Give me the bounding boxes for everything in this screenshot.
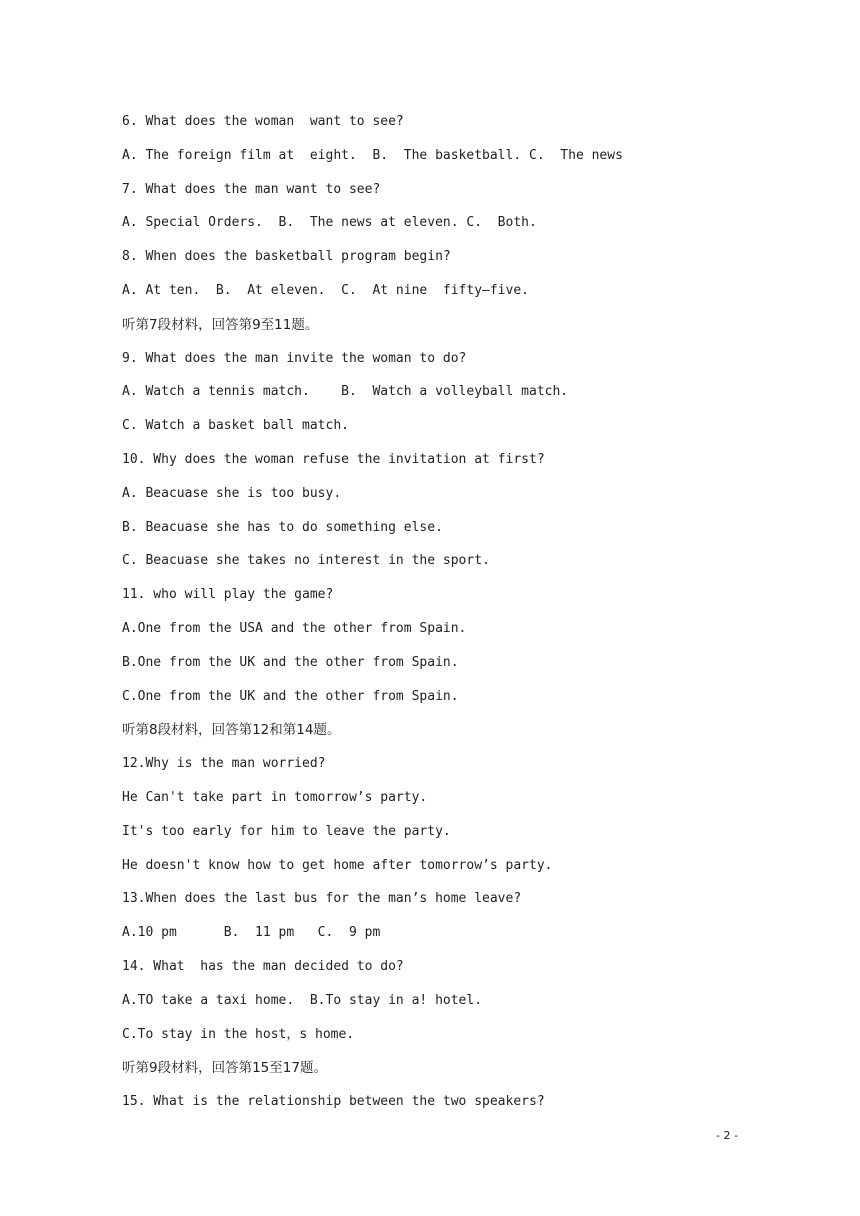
answer-option: B.One from the UK and the other from Spain. [122,655,459,670]
question-text: 11. who will play the game? [122,587,334,602]
question-text: 6. What does the woman want to see? [122,114,404,129]
question-text: 7. What does the man want to see? [122,182,381,197]
section-instruction: 听第9段材料，回答第15至17题。 [122,1060,327,1076]
answer-option: He doesn't know how to get home after tomorrow’s party. [122,858,553,873]
answer-option: A. The foreign film at eight. B. The basketball. C. The news [122,148,623,163]
answer-option: A.10 pm B. 11 pm C. 9 pm [122,925,381,940]
answer-option: A. Special Orders. B. The news at eleven. C. Both. [122,215,537,230]
question-text: 8. When does the basketball program begin? [122,249,451,264]
section-instruction: 听第8段材料，回答第12和第14题。 [122,722,341,738]
answer-option: C.One from the UK and the other from Spain. [122,689,459,704]
question-text: 13.When does the last bus for the man’s home leave? [122,891,522,906]
question-text: 9. What does the man invite the woman to do? [122,351,467,366]
answer-option: B. Beacuase she has to do something else. [122,520,443,535]
answer-option: A. At ten. B. At eleven. C. At nine fifty—five. [122,283,529,298]
question-text: 12.Why is the man worried? [122,756,326,771]
question-text: 10. Why does the woman refuse the invitation at first? [122,452,545,467]
answer-option: A. Beacuase she is too busy. [122,486,342,501]
answer-option: C. Watch a basket ball match. [122,418,349,433]
answer-option: He Can't take part in tomorrow’s party. [122,790,428,805]
question-text: 14. What has the man decided to do? [122,959,404,974]
question-text: 15. What is the relationship between the two speakers? [122,1094,545,1109]
answer-option: A.TO take a taxi home. B.To stay in a! hotel. [122,993,483,1008]
section-instruction: 听第7段材料，回答第9至11题。 [122,317,319,333]
answer-option: C.To stay in the host，s home. [122,1027,355,1042]
answer-option: It's too early for him to leave the party. [122,824,451,839]
answer-option: A.One from the USA and the other from Spain. [122,621,467,636]
answer-option: A. Watch a tennis match. B. Watch a volleyball match. [122,384,569,399]
page-number: - 2 - [716,1129,738,1142]
answer-option: C. Beacuase she takes no interest in the sport. [122,553,490,568]
